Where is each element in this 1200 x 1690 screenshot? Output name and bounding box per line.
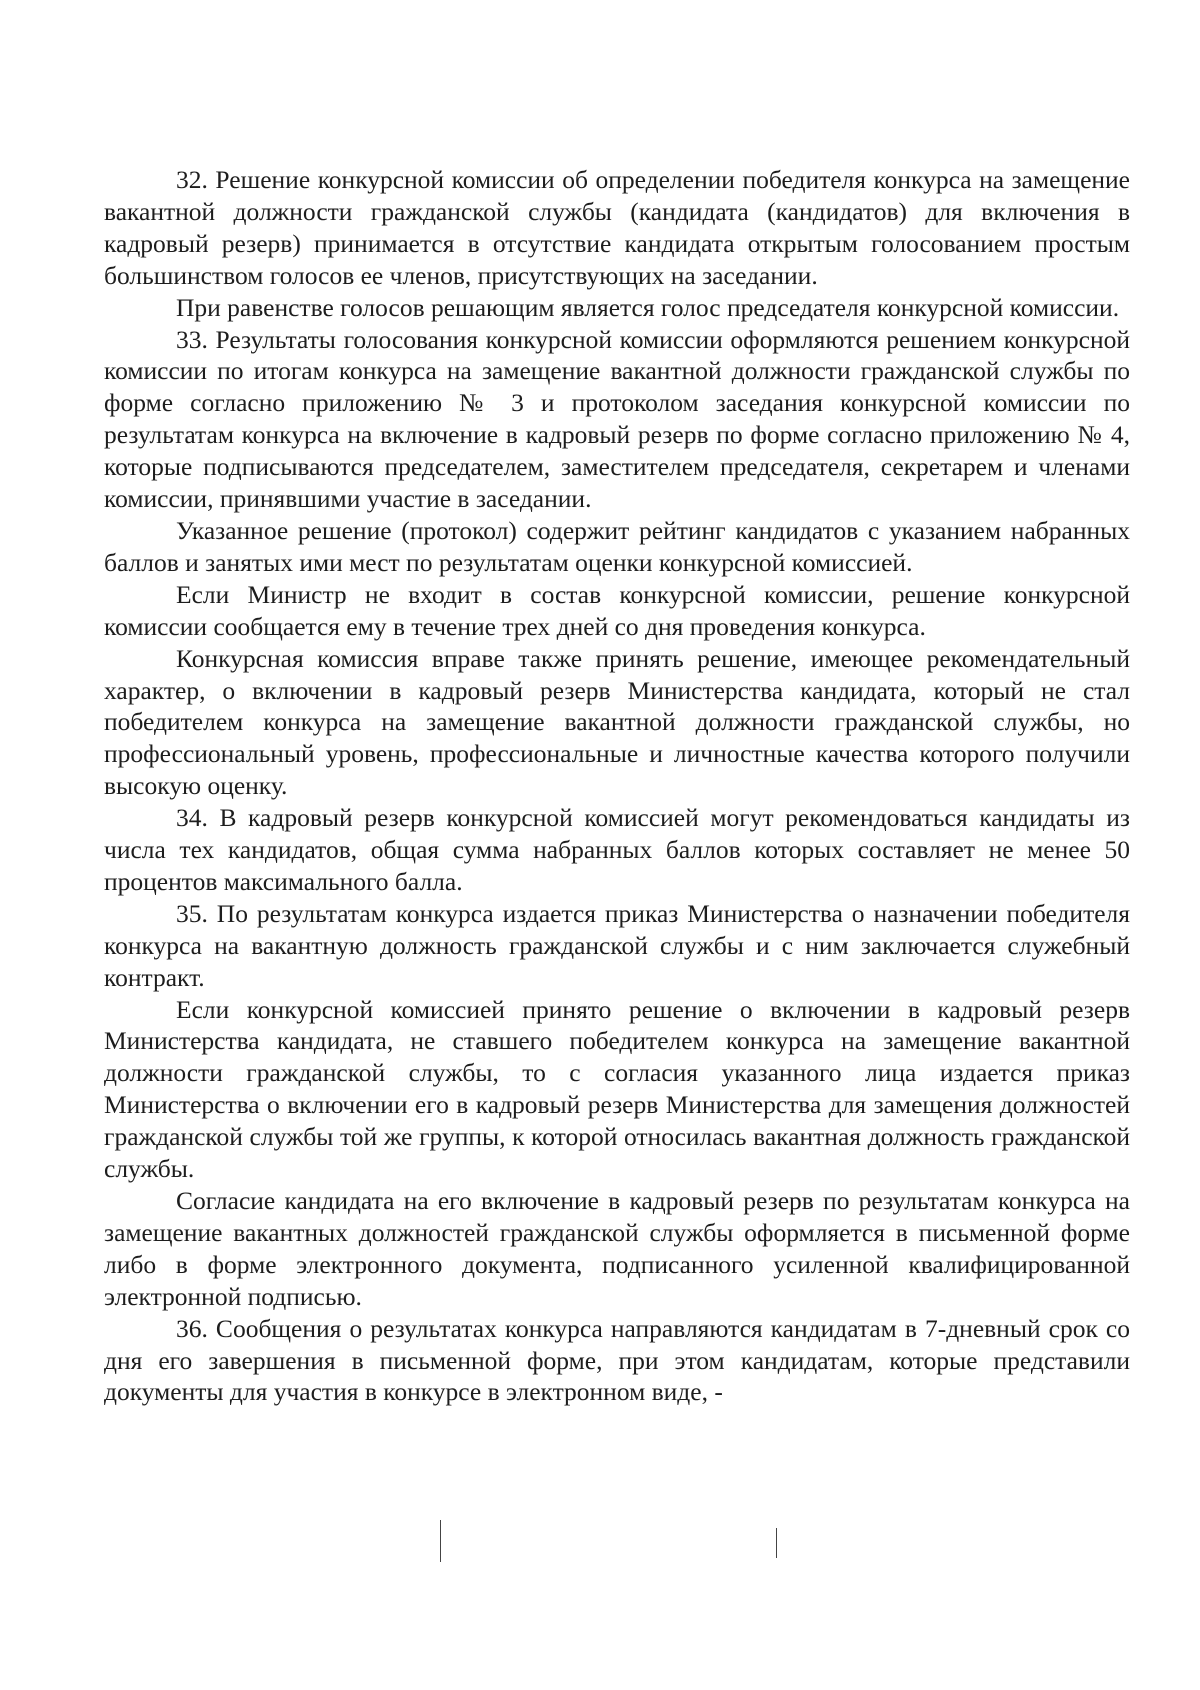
paragraph-reserve-order: Если конкурсной комиссией принято решение о включении в кадровый резерв Министерства кандидата, не ставшего победителем конкурса на замещение вакантной должности гражданской службы, то с согласия указанного лица издается приказ Министерства о включении его в кадровый резерв Министерства для замещения должностей гражданской службы той же группы, к которой относилась вакантная должность гражданской службы. xyxy=(104,994,1130,1184)
scan-artifact-line xyxy=(440,1520,441,1562)
paragraph-36: 36. Сообщения о результатах конкурса направляются кандидатам в 7-дневный срок со дня его завершения в письменной форме, при этом кандидатам, которые представили документы для участия в конкурсе в электронном виде, - xyxy=(104,1313,1130,1407)
paragraph-minister: Если Министр не входит в состав конкурсной комиссии, решение конкурсной комиссии сообщается ему в течение трех дней со дня проведения конкурса. xyxy=(104,579,1130,641)
paragraph-consent: Согласие кандидата на его включение в кадровый резерв по результатам конкурса на замещение вакантных должностей гражданской службы оформляется в письменной форме либо в форме электронного документа, подписанного усиленной квалифицированной электронной подписью. xyxy=(104,1186,1130,1311)
paragraph-35: 35. По результатам конкурса издается приказ Министерства о назначении победителя конкурса на вакантную должность гражданской службы и с ним заключается служебный контракт. xyxy=(104,898,1130,992)
paragraph-recommendation: Конкурсная комиссия вправе также принять решение, имеющее рекомендательный характер, о включении в кадровый резерв Министерства кандидата, который не стал победителем конкурса на замещение вакантной должности гражданской службы, но профессиональный уровень, профессиональные и личностные качества которого получили высокую оценку. xyxy=(104,643,1130,801)
scan-artifact-line xyxy=(776,1528,777,1558)
paragraph-34: 34. В кадровый резерв конкурсной комиссией могут рекомендоваться кандидаты из числа тех кандидатов, общая сумма набранных баллов которых составляет не менее 50 процентов максимального балла. xyxy=(104,803,1130,896)
paragraph-32: 32. Решение конкурсной комиссии об определении победителя конкурса на замещение вакантной должности гражданской службы (кандидата (кандидатов) для включения в кадровый резерв) принимается в отсутствие кандидата открытым голосованием простым большинством голосов ее членов, присутствующих на заседании. xyxy=(104,165,1130,290)
paragraph-rating: Указанное решение (протокол) содержит рейтинг кандидатов с указанием набранных баллов и занятых ими мест по результатам оценки конкурсной комиссией. xyxy=(104,515,1130,577)
paragraph-33: 33. Результаты голосования конкурсной комиссии оформляются решением конкурсной комиссии по итогам конкурса на замещение вакантной должности гражданской службы по форме согласно приложению № 3 и протоколом заседания конкурсной комиссии по результатам конкурса на включение в кадровый резерв по форме согласно приложению № 4, которые подписываются председателем, заместителем председателя, секретарем и членами комиссии, принявшими участие в заседании. xyxy=(104,324,1130,514)
document-body xyxy=(104,164,1130,1408)
paragraph-equal-votes: При равенстве голосов решающим является голос председателя конкурсной комиссии. xyxy=(176,292,1120,322)
